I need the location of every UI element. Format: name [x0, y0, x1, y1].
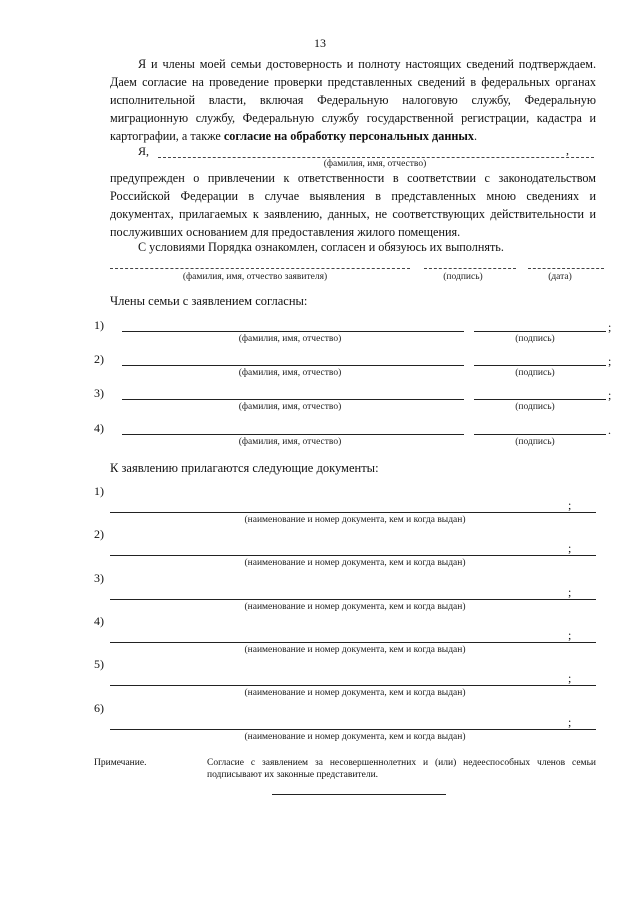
applicant-sign-field[interactable] [424, 268, 516, 269]
document-row-separator: ; [568, 585, 572, 599]
family-fio-caption: (фамилия, имя, отчество) [238, 368, 342, 378]
family-sign-field[interactable] [474, 331, 606, 332]
document-row-number: 4) [94, 614, 104, 628]
applicant-fio-caption: (фамилия, имя, отчество заявителя) [182, 272, 328, 282]
ya-fio-field[interactable] [158, 157, 594, 158]
document-field[interactable] [110, 599, 596, 600]
family-row-number: 3) [94, 386, 104, 400]
document-row-number: 6) [94, 701, 104, 715]
document-row-separator: ; [568, 541, 572, 555]
family-row-separator: . [608, 423, 611, 437]
ya-label: Я, [138, 144, 150, 158]
family-row-number: 4) [94, 421, 104, 435]
applicant-sign-caption: (подпись) [443, 272, 483, 282]
family-sign-caption: (подпись) [515, 334, 555, 344]
family-fio-field[interactable] [122, 365, 464, 366]
family-row-number: 1) [94, 318, 104, 332]
family-fio-field[interactable] [122, 399, 464, 400]
family-sign-caption: (подпись) [515, 437, 555, 447]
document-caption: (наименование и номер документа, кем и когда выдан) [244, 558, 466, 568]
page-number: 13 [314, 36, 326, 50]
consent-text: Я и члены моей семьи достоверность и полноту настоящих сведений подтверждаем. Даем согласие на проведение проверки представленных сведений в федеральных органах исполнительной власти, включая Федеральную налоговую службу, Федеральную миграционную службу, Федеральную службу государственной регистрации, кадастра и картографии, а также [110, 57, 596, 143]
document-caption: (наименование и номер документа, кем и когда выдан) [244, 645, 466, 655]
document-row-separator: ; [568, 715, 572, 729]
applicant-fio-field[interactable] [110, 268, 410, 269]
document-row-number: 2) [94, 527, 104, 541]
family-fio-field[interactable] [122, 434, 464, 435]
document-row-number: 3) [94, 571, 104, 585]
document-caption: (наименование и номер документа, кем и когда выдан) [244, 732, 466, 742]
document-row-separator: ; [568, 628, 572, 642]
family-sign-field[interactable] [474, 365, 606, 366]
family-sign-field[interactable] [474, 399, 606, 400]
family-sign-caption: (подпись) [515, 368, 555, 378]
family-sign-caption: (подпись) [515, 402, 555, 412]
consent-paragraph [110, 55, 596, 145]
document-row-separator: ; [568, 498, 572, 512]
closing-rule [272, 794, 446, 795]
document-caption: (наименование и номер документа, кем и когда выдан) [244, 602, 466, 612]
family-heading: Члены семьи с заявлением согласны: [110, 294, 308, 308]
applicant-date-caption: (дата) [548, 272, 572, 282]
warned-paragraph: предупрежден о привлечении к ответственности в соответствии с законодательством Российской Федерации в случае выявления в представленных мною сведениях и документах, прилагаемых к заявлению, данных, не соответствующих действительности и послуживших основанием для предоставления жилого помещения. [110, 171, 596, 239]
note-label: Примечание. [94, 758, 147, 768]
family-fio-caption: (фамилия, имя, отчество) [238, 437, 342, 447]
agree-line: С условиями Порядка ознакомлен, согласен и обязуюсь их выполнять. [138, 240, 504, 254]
family-row-separator: ; [608, 320, 612, 334]
family-row-separator: ; [608, 354, 612, 368]
note-text: Согласие с заявлением за несовершеннолетних и (или) недееспособных членов семьи подписывают их законные представители. [207, 758, 596, 780]
family-fio-caption: (фамилия, имя, отчество) [238, 402, 342, 412]
family-sign-field[interactable] [474, 434, 606, 435]
family-fio-caption: (фамилия, имя, отчество) [238, 334, 342, 344]
family-row-separator: ; [608, 388, 612, 402]
family-row-number: 2) [94, 352, 104, 366]
document-caption: (наименование и номер документа, кем и когда выдан) [244, 688, 466, 698]
document-field[interactable] [110, 685, 596, 686]
document-row-number: 5) [94, 657, 104, 671]
document-field[interactable] [110, 642, 596, 643]
consent-period: . [473, 129, 478, 143]
family-fio-field[interactable] [122, 331, 464, 332]
documents-heading: К заявлению прилагаются следующие документы: [110, 461, 379, 475]
document-caption: (наименование и номер документа, кем и когда выдан) [244, 515, 466, 525]
document-field[interactable] [110, 729, 596, 730]
applicant-date-field[interactable] [528, 268, 604, 269]
ya-comma: , [566, 143, 569, 157]
consent-bold-text: согласие на обработку персональных данных [223, 129, 474, 143]
document-field[interactable] [110, 555, 596, 556]
document-row-separator: ; [568, 671, 572, 685]
ya-fio-caption: (фамилия, имя, отчество) [323, 159, 427, 169]
document-row-number: 1) [94, 484, 104, 498]
document-field[interactable] [110, 512, 596, 513]
